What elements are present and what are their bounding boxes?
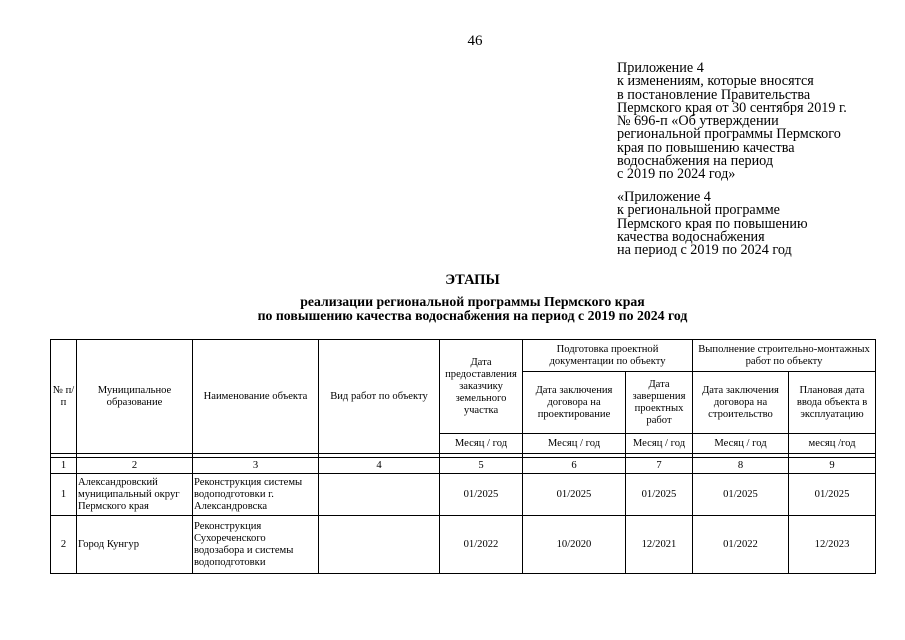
appendix-line: Пермского края от 30 сентября 2019 г. — [617, 99, 847, 116]
stages-table — [50, 339, 876, 574]
row-municipality: Александровский муниципальный округ Пермского края — [77, 474, 193, 516]
header-design-contract: Дата заключения договора на проектирование — [523, 372, 626, 434]
column-number: 3 — [193, 458, 319, 474]
row-land-date: 01/2025 — [440, 474, 523, 516]
header-work-type: Вид работ по объекту — [319, 340, 440, 454]
row-municipality: Город Кунгур — [77, 516, 193, 574]
header-commissioning: Плановая дата ввода объекта в эксплуатацию — [789, 372, 876, 434]
document-subtitle: по повышению качества водоснабжения на период с 2019 по 2024 год — [257, 308, 688, 323]
row-land-date: 01/2022 — [440, 516, 523, 574]
appendix-line: Пермского края по повышению — [617, 215, 808, 232]
row-num: 1 — [51, 474, 77, 516]
header-construction-contract: Дата заключения договора на строительство — [693, 372, 789, 434]
row-design-contract: 10/2020 — [523, 516, 626, 574]
header-municipality: Муниципальное образование — [77, 340, 193, 454]
row-commissioning: 01/2025 — [789, 474, 876, 516]
column-number: 9 — [789, 458, 876, 474]
appendix-program-block — [617, 191, 808, 257]
header-num: № п/п — [51, 340, 77, 454]
appendix-line: водоснабжения на период — [617, 153, 774, 170]
header-construction-group: Выполнение строительно-монтажных работ по объекту — [693, 340, 876, 372]
document-subtitle: реализации региональной программы Пермского края — [300, 294, 645, 309]
appendix-amendment-block — [617, 62, 847, 182]
row-construction-contract: 01/2022 — [693, 516, 789, 574]
column-number: 4 — [319, 458, 440, 474]
column-number: 7 — [626, 458, 693, 474]
header-land-date: Дата предоставления заказчику земельного участка — [440, 340, 523, 434]
appendix-line: «Приложение 4 — [617, 189, 711, 205]
units-cell: Месяц / год — [523, 434, 626, 454]
row-construction-contract: 01/2025 — [693, 474, 789, 516]
appendix-line: качества водоснабжения — [617, 228, 765, 245]
table-row — [51, 474, 876, 516]
appendix-line: № 696-п «Об утверждении — [617, 113, 779, 130]
column-number: 2 — [77, 458, 193, 474]
column-number: 8 — [693, 458, 789, 474]
page-number: 46 — [467, 33, 483, 49]
row-num: 2 — [51, 516, 77, 574]
units-cell: Месяц / год — [626, 434, 693, 454]
appendix-line: к региональной программе — [617, 202, 780, 219]
row-design-contract: 01/2025 — [523, 474, 626, 516]
row-object-name: Реконструкция системы водоподготовки г. Александровска — [193, 474, 319, 516]
appendix-line: в постановление Правительства — [617, 86, 811, 103]
header-design-finish: Дата завершения проектных работ — [626, 372, 693, 434]
column-number: 1 — [51, 458, 77, 474]
units-cell: месяц /год — [789, 434, 876, 454]
appendix-line: края по повышению качества — [617, 139, 795, 156]
row-design-finish: 12/2021 — [626, 516, 693, 574]
row-work-type — [319, 516, 440, 574]
units-cell: Месяц / год — [440, 434, 523, 454]
column-number: 5 — [440, 458, 523, 474]
appendix-line: региональной программы Пермского — [617, 126, 841, 143]
table-row — [51, 516, 876, 574]
document-title: ЭТАПЫ — [445, 272, 500, 288]
row-design-finish: 01/2025 — [626, 474, 693, 516]
header-design-group: Подготовка проектной документации по объекту — [523, 340, 693, 372]
header-object-name: Наименование объекта — [193, 340, 319, 454]
row-object-name: Реконструкция Сухореченского водозабора и системы водоподготовки — [193, 516, 319, 574]
row-work-type — [319, 474, 440, 516]
appendix-line: на период с 2019 по 2024 год — [617, 242, 792, 259]
column-number: 6 — [523, 458, 626, 474]
appendix-line: Приложение 4 — [617, 60, 704, 76]
units-cell: Месяц / год — [693, 434, 789, 454]
row-commissioning: 12/2023 — [789, 516, 876, 574]
appendix-line: к изменениям, которые вносятся — [617, 73, 814, 90]
appendix-line: с 2019 по 2024 год» — [617, 166, 736, 183]
